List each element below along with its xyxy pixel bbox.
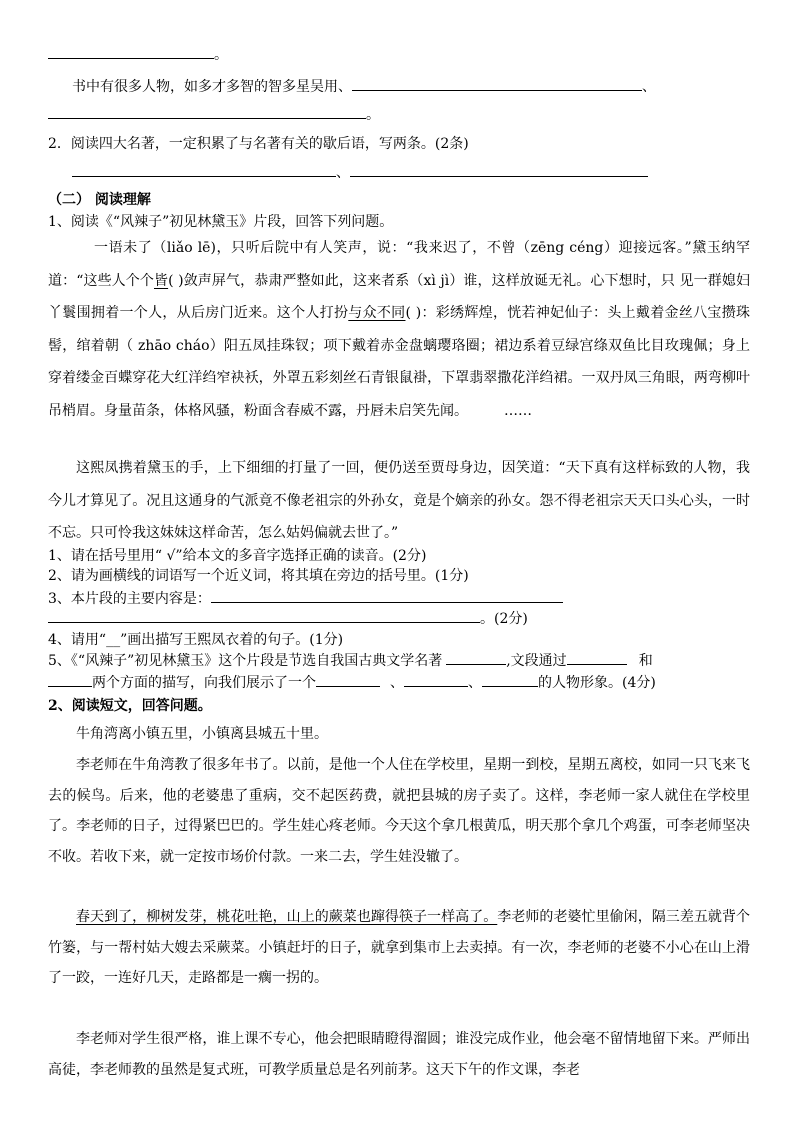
story-paragraph-2: 李老师在牛角湾教了很多年书了。以前，是他一个人住在学校里，星期一到校，星期五离校，如同一只飞来飞去的候鸟。后来，他的老婆患了重病，交不起医药费，就把县城的房子卖了。这样，李老师一家人就住在学校里了。李老师的日子，过得紧巴巴的。学生娃心疼老师。今天这个拿几根黄瓜，明天那个拿几个鸡蛋，可李老师坚决不收。若收下来，就一定按市场价付款。一来二去，学生娃没辙了。 <box>48 757 750 865</box>
answer-line-row-1 <box>48 44 748 65</box>
question-2-xiehouyu: 2．阅读四大名著，一定积累了与名著有关的歇后语，写两条。(2条) <box>48 136 469 152</box>
question-text: ,文段通过 <box>506 653 567 669</box>
blank-line[interactable] <box>446 650 506 665</box>
story-paragraph-1: 牛角湾离小镇五里，小镇离县城五十里。 <box>76 726 328 742</box>
question-text: 和 <box>638 653 653 669</box>
blank-line[interactable] <box>350 162 648 177</box>
blank-line[interactable] <box>316 672 380 687</box>
section-heading-2: 2、阅读短文，回答问题。 <box>48 698 212 714</box>
question-text: 4、请用“ <box>48 632 107 648</box>
passage-text: ( )：彩绣辉煌，恍若神妃仙子：头上戴着金丝八宝攒珠髻，绾着朝（ zhāo cháo）阳五凤挂珠钗；项下戴着赤金盘螭璎珞圈；裙边系着豆绿宫绦双鱼比目玫瑰佩；身上穿着缕金百蝶穿花大红洋绉窄袂袄，外罩五彩刻丝石青银鼠褂，下罩翡翠撒花洋绉裙。一双丹凤三角眼，两弯柳叶吊梢眉。身量苗条，体格风骚，粉面含春威不露，丹唇未启笑先闻。 <box>48 305 751 419</box>
comma: 、 <box>642 79 656 95</box>
answer-line-row-3 <box>48 104 748 125</box>
characters-text: 书中有很多人物，如多才多智的智多星吴用、 <box>72 79 352 95</box>
underlined-sentence: 春天到了，柳树发芽，桃花吐艳，山上的蕨菜也蹿得筷子一样高了。 <box>76 909 498 925</box>
question-text: 3、本片段的主要内容是： <box>48 591 211 607</box>
question-4 <box>48 630 748 650</box>
blank-line[interactable] <box>211 588 563 603</box>
question-3-continued <box>48 608 748 629</box>
section-heading: （二） 阅读理解 <box>48 192 151 208</box>
blank-line[interactable] <box>567 650 627 665</box>
question-text: 5、《“风辣子”初见林黛玉》这个片段是节选自我国古典文学名著 <box>48 653 443 669</box>
story-text: 李老师的老婆忙里偷闲，隔三差五就背个竹篓，与一帮村姑大嫂去采蕨菜。小镇赶圩的日子，就拿到集市上去卖掉。有一次，李老师的老婆不小心在山上滑了一跤，一连好几天，走路都是一瘸一拐的。 <box>48 909 751 986</box>
ellipsis: …… <box>504 402 532 419</box>
characters-line <box>72 76 772 97</box>
blank-line[interactable] <box>352 76 642 91</box>
story-paragraph-4: 李老师对学生很严格，谁上课不专心，他会把眼睛瞪得溜圆；谁没完成作业，他会毫不留情地留下来。严师出高徒，李老师教的虽然是复式班，可教学质量总是名列前茅。这天下午的作文课，李老 <box>48 1031 750 1078</box>
blank-line[interactable] <box>72 162 336 177</box>
separator: 、 <box>390 675 404 691</box>
underlined-word: 皆 <box>154 272 169 289</box>
question-text: ”画出描写王熙凤衣着的句子。(1分) <box>120 632 344 648</box>
underlined-word: 与众不同 <box>348 305 406 322</box>
period: 。 <box>214 47 228 63</box>
passage-text: 一语未了（liǎo lē)，只听后院中有人笑声，说：“我来迟了，不曾（zēng céng）迎接远客。”黛玉纳罕道：“这些人个个 <box>48 240 750 289</box>
blank-line[interactable] <box>48 672 92 687</box>
underline-mark: __ <box>106 632 121 648</box>
separator: 、 <box>468 675 482 691</box>
blank-line[interactable] <box>482 672 538 687</box>
xiehouyu-answer-lines <box>72 162 772 183</box>
blank-line[interactable] <box>48 104 366 119</box>
question-3 <box>48 588 748 609</box>
blank-line[interactable] <box>404 672 468 687</box>
passage-text: ( )敛声屏气，恭肃严整如此，这来者系（xì jì）谁，这样放诞无礼。心下想时，只 见一群媳妇丫鬟围拥着一个人，从后房门近来。这个人打扮 <box>48 272 750 322</box>
separator: 、 <box>336 165 350 181</box>
question-1: 1、请在括号里用“ √”给本文的多音字选择正确的读音。(2分) <box>48 548 427 564</box>
passage-paragraph-1 <box>48 232 750 428</box>
question-text: 的人物形象。(4分) <box>538 675 656 691</box>
question-text: 两个方面的描写，向我们展示了一个 <box>92 675 316 691</box>
question-1-intro: 1、阅读《“风辣子”初见林黛玉》片段，回答下列问题。 <box>48 214 394 230</box>
period: 。 <box>366 107 380 123</box>
story-paragraph-3 <box>48 902 750 994</box>
blank-line[interactable] <box>48 608 480 623</box>
question-5-continued <box>48 672 748 693</box>
passage-paragraph-2: 这熙凤携着黛玉的手，上下细细的打量了一回，便仍送至贾母身边，因笑道：“天下真有这样标致的人物，我今儿才算见了。况且这通身的气派竟不像老祖宗的外孙女，竟是个嫡亲的孙女。怨不得老祖宗天天口头心头，一时不忘。只可怜我这妹妹这样命苦，怎么姑妈偏就去世了。” <box>48 460 750 542</box>
blank-line[interactable] <box>48 44 214 59</box>
question-2: 2、请为画横线的词语写一个近义词，将其填在旁边的括号里。(1分) <box>48 568 469 584</box>
question-5 <box>48 650 748 671</box>
score-text: 。(2分) <box>480 611 528 627</box>
